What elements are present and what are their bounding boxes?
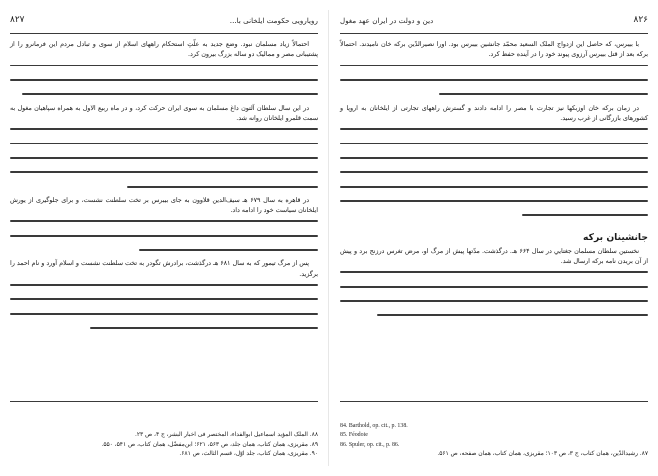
left-footnote-rule bbox=[10, 401, 318, 402]
footnote-86: 86. Spuler, op. cit., p. 86. bbox=[340, 441, 400, 448]
right-page bbox=[340, 10, 648, 466]
right-footnote-rule bbox=[340, 401, 648, 402]
right-running-head bbox=[340, 10, 648, 34]
left-paragraph-1: احتمالاً زیاد مسلمان نبود. وضع جدید به علّتِ استحکام راههای اسلام از سوی و تبادل مردم این فرمانرو را از پشتیبانی مصر و ممالیک دو ساله بزرگ بیرون کرد. bbox=[10, 41, 318, 59]
footnote-84: 84. Barthold, op. cit., p. 138. bbox=[340, 422, 408, 429]
left-paragraph-2: در این سال سلطان آلتون داغ مسلمان به سوی ایران حرکت کرد، و در ماه ربیع الاول به همراه سپاهیان مغول به سمت قلمرو ایلخانان روانه شد. bbox=[10, 104, 318, 122]
footnote-90: ۹۰. مقریزی، همان کتاب، جلد اوّل، قسم الثالث، ص ۶۸۱. bbox=[179, 451, 318, 458]
left-page bbox=[10, 10, 318, 466]
gutter bbox=[328, 10, 329, 466]
right-page-body bbox=[340, 40, 648, 325]
footnote-87: ۸۷. رشیدالدّین، همان کتاب، ج ۳، ص ۱۰۳؛ مقریزی، همان کتاب، همان صفحه، ص ۵۶۱. bbox=[437, 451, 648, 458]
right-paragraph-3: نخستین سلطان مسلمان جغتاییِ در سال ۶۶۴ هـ. درگذشت. مدّتها پیش از مرگ او، مرض تغرس درزنج برد و پیش از آن بریدن نامه برکه ارسال شد. bbox=[340, 247, 648, 265]
left-footnotes bbox=[10, 431, 318, 460]
left-running-title: رویارویی حکومت ایلخانی با... bbox=[229, 15, 318, 25]
right-footnotes bbox=[340, 422, 648, 460]
right-page-number: ۸۲۶ bbox=[633, 15, 648, 25]
left-paragraph-4: پس از مرگ تیمور که به سال ۶۸۱ هـ درگذشت، برادرش تگودر به تخت سلطنت نشست و اسلام آورد و نام احمد را برگزید. bbox=[10, 260, 318, 278]
footnote-85: 85. Féodoie bbox=[340, 432, 368, 439]
left-running-head bbox=[10, 10, 318, 34]
right-paragraph-1: با بیبرس، که حاصل این ازدواج الملک السعید محمّد جانشین بیبرس بود. اورا نصیرالدّین برکه خان نامیدند. احتمالاً برکه بعد از قتل بیبرس آرزوی پیوند خود را در آینده حفظ کرد. bbox=[340, 41, 648, 59]
footnote-88: ۸۸. الملک المؤید اسماعیل ابوالفداء، المختصر فی اخبار البشر، ج ۴، ص ۲۳. bbox=[134, 432, 318, 439]
right-paragraph-2: در زمان برکه خان اوزبکها نیز تجارت با مصر را ادامه دادند و گسترش راههای تجارتی از ایلخانان به اروپا و کشورهای بازرگانی از غرب رسید. bbox=[340, 104, 648, 122]
right-running-title: دین و دولت در ایران عهد مغول bbox=[340, 15, 434, 25]
left-page-number: ۸۲۷ bbox=[10, 15, 25, 25]
section-heading: جانشینان برکه bbox=[583, 231, 648, 243]
footnote-89: ۸۹. مقریزی، همان کتاب، همان جلد، ص ۵۶۳، ۶۲۱؛ ابن‌مفضّل، همان کتاب، ص ۵۴۱، ۵۵۰. bbox=[101, 441, 318, 448]
left-page-body bbox=[10, 40, 318, 337]
left-paragraph-3: در قاهره به سال ۶۷۹ هـ سیف‌الدین قلاوون به جای بیبرس بر تخت سلطنت نشست، و برای جلوگیری از یورش ایلخانان سیاست خود را ادامه داد. bbox=[10, 196, 318, 215]
